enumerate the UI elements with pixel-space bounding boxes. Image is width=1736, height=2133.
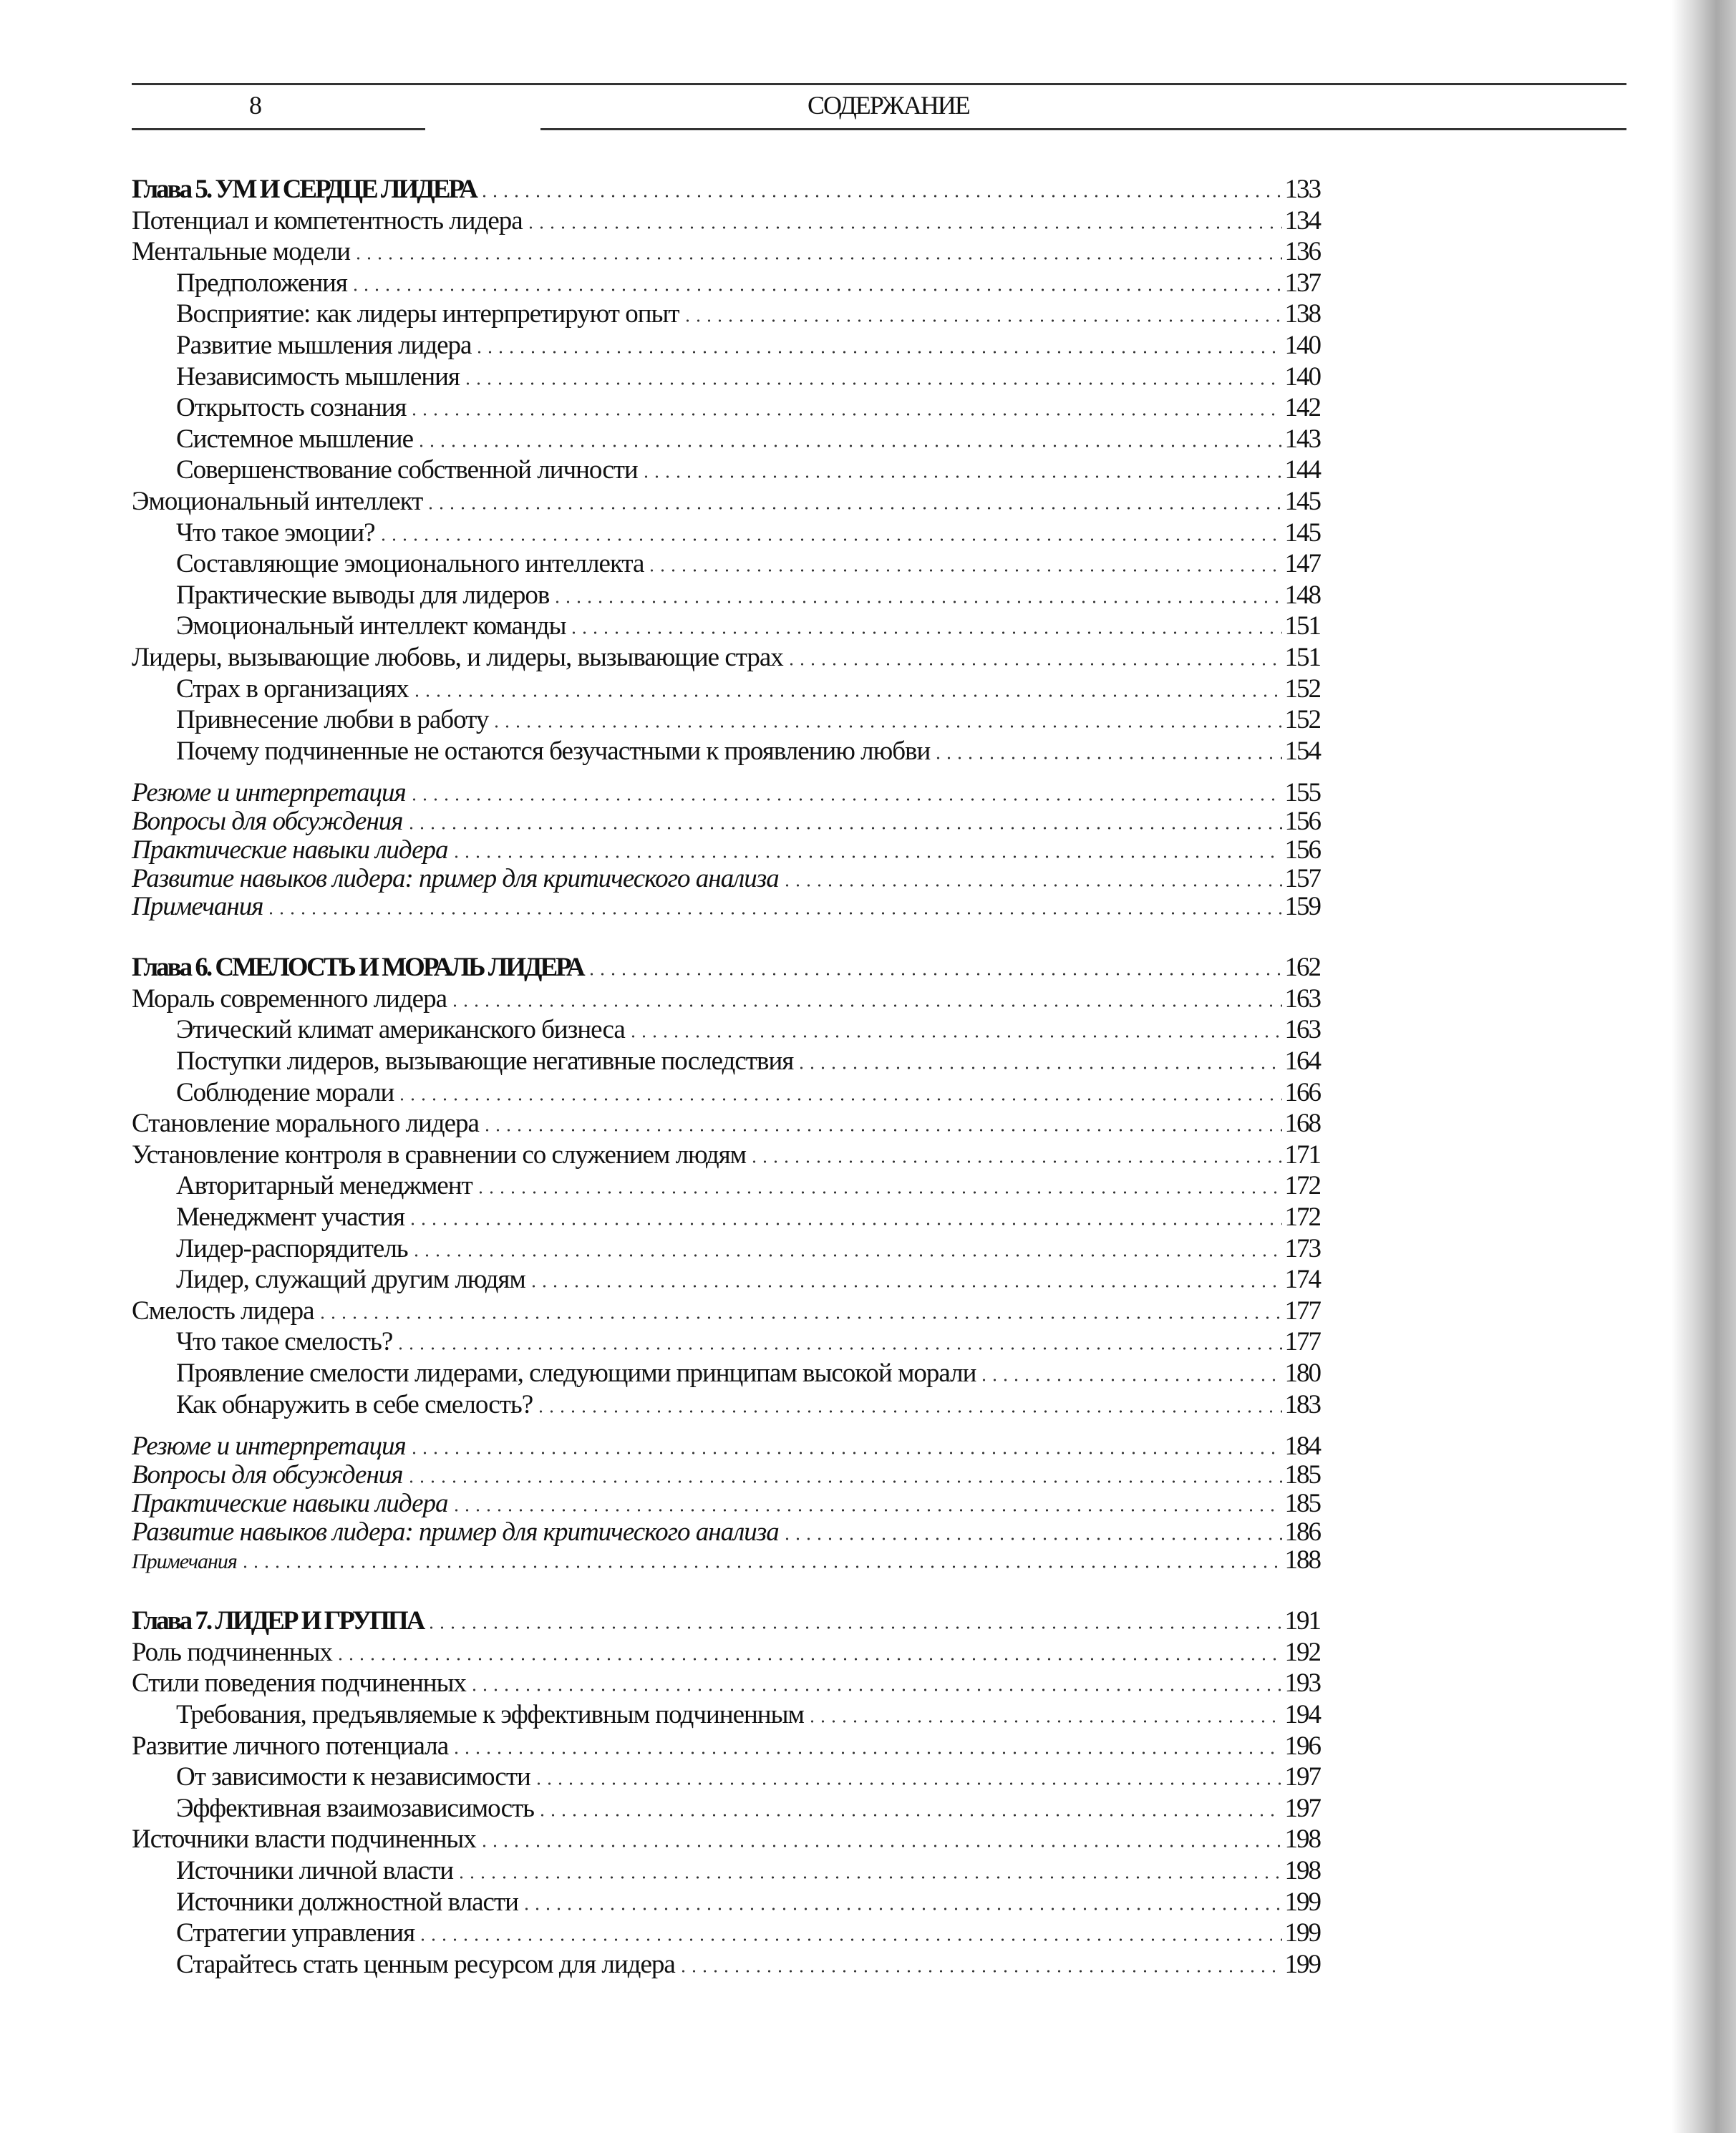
toc-entry-title: Привнесение любви в работу bbox=[176, 705, 489, 735]
toc-entry bbox=[132, 1887, 1320, 1918]
toc-entry bbox=[132, 1202, 1320, 1233]
dot-leader bbox=[409, 413, 1281, 416]
toc-entry-title: Роль подчиненных bbox=[132, 1637, 332, 1667]
toc-entry bbox=[132, 891, 1320, 920]
dot-leader bbox=[552, 601, 1281, 603]
toc-entry-page: 198 bbox=[1284, 1855, 1320, 1885]
dot-leader bbox=[528, 1285, 1282, 1288]
dot-leader bbox=[796, 1066, 1281, 1069]
dot-leader bbox=[266, 912, 1281, 915]
toc-entry-title: Открытость сознания bbox=[176, 393, 407, 423]
toc-entry-title: Развитие навыков лидера: пример для критического анализа bbox=[132, 863, 779, 893]
toc-entry-page: 168 bbox=[1284, 1109, 1320, 1139]
dot-leader bbox=[240, 1565, 1282, 1568]
toc-entry-page: 134 bbox=[1284, 205, 1320, 235]
toc-entry-page: 162 bbox=[1284, 953, 1320, 983]
toc-entry-title: Потенциал и компетентность лидера bbox=[132, 205, 523, 235]
toc-entry-title: Проявление смелости лидерами, следующими принципам высокой морали bbox=[176, 1358, 976, 1388]
toc-entry bbox=[132, 1459, 1320, 1488]
toc-entry-title: Авторитарный менеджмент bbox=[176, 1171, 472, 1201]
toc-entry bbox=[132, 1488, 1320, 1517]
toc-entry-page: 199 bbox=[1284, 1918, 1320, 1948]
toc-entry bbox=[132, 580, 1320, 611]
toc-entry-title: Менеджмент участия bbox=[176, 1202, 404, 1233]
toc-entry bbox=[132, 1108, 1320, 1140]
toc-entry bbox=[132, 1046, 1320, 1077]
toc-entry-title: Резюме и интерпретация bbox=[132, 778, 406, 808]
toc-entry bbox=[132, 205, 1320, 237]
toc-entry-title: Совершенствование собственной личности bbox=[176, 455, 638, 485]
toc-entry-page: 151 bbox=[1284, 611, 1320, 641]
toc-entry-title: Страх в организациях bbox=[176, 674, 409, 704]
toc-entry-title: Требования, предъявляемые к эффективным подчиненным bbox=[176, 1699, 804, 1729]
dot-leader bbox=[335, 1658, 1282, 1661]
toc-entry bbox=[132, 268, 1320, 299]
toc-entry bbox=[132, 1731, 1320, 1762]
toc-entry-page: 144 bbox=[1284, 455, 1320, 485]
dot-leader bbox=[451, 855, 1282, 858]
toc-entry-title: Поступки лидеров, вызывающие негативные последствия bbox=[176, 1046, 794, 1077]
toc-entry-page: 147 bbox=[1284, 549, 1320, 579]
toc-entry-page: 140 bbox=[1284, 330, 1320, 360]
toc-entry-page: 151 bbox=[1284, 642, 1320, 672]
toc-entry bbox=[132, 611, 1320, 642]
toc-entry-title: Независимость мышления bbox=[176, 361, 460, 392]
dot-leader bbox=[417, 1938, 1281, 1941]
toc-entry-title: Развитие личного потенциала bbox=[132, 1731, 449, 1761]
toc-entry-page: 133 bbox=[1284, 175, 1320, 204]
toc-entry-page: 171 bbox=[1284, 1140, 1320, 1170]
scan-page-edge bbox=[1672, 0, 1736, 2133]
toc-entry-page: 137 bbox=[1284, 268, 1320, 298]
toc-entry bbox=[132, 674, 1320, 705]
dot-leader bbox=[411, 1254, 1282, 1257]
toc-entry-page: 172 bbox=[1284, 1171, 1320, 1201]
toc-entry bbox=[132, 1233, 1320, 1265]
toc-entry-page: 157 bbox=[1284, 863, 1320, 893]
dot-leader bbox=[646, 569, 1281, 572]
toc-entry bbox=[132, 704, 1320, 736]
toc-entry-title: Лидер-распорядитель bbox=[176, 1233, 408, 1263]
toc-entry-title: Эмоциональный интеллект команды bbox=[176, 611, 566, 641]
toc-entry bbox=[132, 1699, 1320, 1731]
toc-entry bbox=[132, 486, 1320, 518]
header-bottom-rule-right bbox=[540, 128, 1626, 130]
toc-entry-page: 194 bbox=[1284, 1699, 1320, 1729]
toc-entry-title: Источники должностной власти bbox=[176, 1887, 518, 1917]
dot-leader bbox=[353, 257, 1281, 260]
toc-entry-title: Ментальные модели bbox=[132, 237, 351, 267]
toc-entry-title: Этический климат американского бизнеса bbox=[176, 1015, 625, 1045]
dot-leader bbox=[979, 1379, 1281, 1381]
toc-entry-title: Что такое смелость? bbox=[176, 1327, 393, 1357]
toc-entry bbox=[132, 236, 1320, 268]
toc-entry bbox=[132, 298, 1320, 330]
dot-leader bbox=[456, 1876, 1281, 1879]
toc-entry-title: От зависимости к независимости bbox=[176, 1762, 530, 1792]
toc-entry-page: 164 bbox=[1284, 1046, 1320, 1077]
toc-entry bbox=[132, 518, 1320, 549]
page-number: 8 bbox=[249, 91, 261, 120]
dot-leader bbox=[479, 1845, 1282, 1847]
toc-entry-page: 145 bbox=[1284, 486, 1320, 516]
toc-entry bbox=[132, 1170, 1320, 1202]
toc-entry-title: Восприятие: как лидеры интерпретируют опыт bbox=[176, 299, 679, 329]
toc-entry-page: 136 bbox=[1284, 237, 1320, 267]
toc-entry bbox=[132, 736, 1320, 767]
toc-entry bbox=[132, 361, 1320, 393]
dot-leader bbox=[406, 1480, 1282, 1483]
toc-entry-title: Системное мышление bbox=[176, 424, 414, 454]
toc-entry-page: 197 bbox=[1284, 1762, 1320, 1792]
dot-leader bbox=[807, 1720, 1282, 1723]
dot-leader bbox=[782, 884, 1282, 887]
toc-entry-page: 152 bbox=[1284, 674, 1320, 704]
toc-entry-page: 159 bbox=[1284, 892, 1320, 922]
toc-entry-title: Эффективная взаимозависимость bbox=[176, 1793, 535, 1823]
toc-entry-page: 143 bbox=[1284, 424, 1320, 454]
dot-leader bbox=[475, 1191, 1282, 1194]
toc-entry-page: 193 bbox=[1284, 1668, 1320, 1699]
dot-leader bbox=[469, 1689, 1282, 1691]
dot-leader bbox=[450, 1004, 1281, 1007]
toc-entry bbox=[132, 777, 1320, 806]
toc-chapter-entry bbox=[132, 174, 1320, 205]
toc-entry-title: Предположения bbox=[176, 268, 347, 298]
toc-entry-page: 183 bbox=[1284, 1389, 1320, 1419]
dot-leader bbox=[451, 1509, 1282, 1512]
toc-entry-page: 142 bbox=[1284, 393, 1320, 423]
toc-entry-title: Практические навыки лидера bbox=[132, 835, 448, 865]
dot-leader bbox=[628, 1035, 1282, 1038]
dot-leader bbox=[682, 319, 1282, 322]
toc-entry-page: 154 bbox=[1284, 736, 1320, 766]
toc-entry-page: 152 bbox=[1284, 705, 1320, 735]
toc-entry-title: Старайтесь стать ценным ресурсом для лидера bbox=[176, 1949, 675, 1979]
dot-leader bbox=[397, 1098, 1281, 1101]
toc-entry bbox=[132, 1431, 1320, 1462]
toc-entry-page: 156 bbox=[1284, 835, 1320, 865]
toc-entry bbox=[132, 1824, 1320, 1855]
toc-chapter-entry bbox=[132, 1605, 1320, 1637]
dot-leader bbox=[641, 475, 1282, 478]
dot-leader bbox=[416, 444, 1281, 447]
toc-entry-title: Практические навыки лидера bbox=[132, 1488, 448, 1518]
toc-entry-page: 199 bbox=[1284, 1949, 1320, 1979]
toc-entry-title: Установление контроля в сравнении со служением людям bbox=[132, 1140, 747, 1170]
header-top-rule bbox=[132, 83, 1626, 85]
toc-entry-title: Лидер, служащий другим людям bbox=[176, 1265, 525, 1295]
toc-entry bbox=[132, 424, 1320, 455]
toc-entry-title: Резюме и интерпретация bbox=[132, 1432, 406, 1462]
dot-leader bbox=[409, 1452, 1282, 1454]
dot-leader bbox=[378, 538, 1282, 541]
dot-leader bbox=[525, 226, 1282, 229]
toc-entry bbox=[132, 863, 1320, 892]
toc-entry-title: Глава 6. СМЕЛОСТЬ И МОРАЛЬ ЛИДЕРА bbox=[132, 953, 583, 983]
toc-entry bbox=[132, 1140, 1320, 1171]
toc-entry-title: Становление морального лидера bbox=[132, 1109, 479, 1139]
toc-entry-title: Вопросы для обсуждения bbox=[132, 1459, 403, 1490]
toc-entry-page: 145 bbox=[1284, 518, 1320, 548]
toc-entry-page: 177 bbox=[1284, 1327, 1320, 1357]
toc-entry bbox=[132, 392, 1320, 424]
table-of-contents bbox=[132, 174, 1320, 1980]
toc-entry bbox=[132, 1264, 1320, 1296]
dot-leader bbox=[395, 1347, 1281, 1350]
toc-entry bbox=[132, 1637, 1320, 1668]
toc-entry-page: 177 bbox=[1284, 1296, 1320, 1326]
toc-entry bbox=[132, 1517, 1320, 1545]
header-bottom-rule-left bbox=[132, 128, 425, 130]
toc-entry-title: Эмоциональный интеллект bbox=[132, 486, 423, 516]
toc-entry-title: Глава 7. ЛИДЕР И ГРУППА bbox=[132, 1606, 424, 1636]
dot-leader bbox=[425, 507, 1281, 510]
toc-entry bbox=[132, 983, 1320, 1015]
toc-entry-page: 188 bbox=[1284, 1545, 1320, 1575]
toc-entry-page: 156 bbox=[1284, 807, 1320, 837]
toc-entry-page: 180 bbox=[1284, 1358, 1320, 1388]
toc-entry-page: 192 bbox=[1284, 1637, 1320, 1667]
dot-leader bbox=[749, 1160, 1281, 1163]
toc-entry bbox=[132, 1949, 1320, 1981]
toc-entry-title: Примечания bbox=[132, 892, 263, 922]
dot-leader bbox=[533, 1782, 1282, 1785]
toc-entry-title: Смелость лидера bbox=[132, 1296, 314, 1326]
toc-entry-title: Глава 5. УМ И СЕРДЦЕ ЛИДЕРА bbox=[132, 175, 476, 204]
toc-entry-title: Составляющие эмоционального интеллекта bbox=[176, 549, 644, 579]
toc-entry bbox=[132, 1545, 1320, 1573]
toc-entry-page: 196 bbox=[1284, 1731, 1320, 1761]
dot-leader bbox=[521, 1908, 1282, 1910]
dot-leader bbox=[568, 631, 1281, 634]
toc-entry-title: Как обнаружить в себе смелость? bbox=[176, 1389, 533, 1419]
dot-leader bbox=[462, 382, 1282, 385]
toc-entry bbox=[132, 835, 1320, 863]
dot-leader bbox=[474, 351, 1281, 354]
dot-leader bbox=[426, 1626, 1281, 1629]
toc-entry bbox=[132, 1389, 1320, 1421]
dot-leader bbox=[317, 1316, 1282, 1319]
dot-leader bbox=[407, 1223, 1282, 1225]
toc-entry bbox=[132, 1326, 1320, 1358]
toc-entry bbox=[132, 1793, 1320, 1825]
dot-leader bbox=[933, 757, 1281, 759]
toc-entry bbox=[132, 1014, 1320, 1046]
toc-entry-title: Лидеры, вызывающие любовь, и лидеры, вызывающие страх bbox=[132, 642, 783, 672]
toc-entry-page: 184 bbox=[1284, 1432, 1320, 1462]
toc-entry-title: Стратегии управления bbox=[176, 1918, 415, 1948]
toc-entry bbox=[132, 1668, 1320, 1699]
toc-entry bbox=[132, 1762, 1320, 1793]
dot-leader bbox=[412, 694, 1282, 697]
running-title: СОДЕРЖАНИЕ bbox=[808, 91, 969, 120]
toc-entry bbox=[132, 642, 1320, 674]
toc-entry-page: 186 bbox=[1284, 1517, 1320, 1547]
toc-entry-page: 155 bbox=[1284, 778, 1320, 808]
toc-entry bbox=[132, 806, 1320, 835]
toc-entry-page: 148 bbox=[1284, 580, 1320, 610]
toc-entry-title: Что такое эмоции? bbox=[176, 518, 375, 548]
toc-entry-title: Почему подчиненные не остаются безучастными к проявлению любви bbox=[176, 736, 931, 766]
dot-leader bbox=[678, 1970, 1282, 1973]
toc-entry bbox=[132, 1358, 1320, 1389]
toc-entry-title: Практические выводы для лидеров bbox=[176, 580, 550, 610]
toc-entry-page: 173 bbox=[1284, 1233, 1320, 1263]
toc-entry-page: 197 bbox=[1284, 1793, 1320, 1823]
toc-entry-page: 191 bbox=[1284, 1606, 1320, 1636]
dot-leader bbox=[782, 1537, 1282, 1540]
toc-entry-page: 174 bbox=[1284, 1265, 1320, 1295]
dot-leader bbox=[537, 1814, 1281, 1817]
toc-entry-title: Соблюдение морали bbox=[176, 1077, 394, 1107]
dot-leader bbox=[786, 663, 1282, 666]
dot-leader bbox=[409, 798, 1282, 801]
dot-leader bbox=[406, 827, 1282, 830]
toc-entry-page: 198 bbox=[1284, 1825, 1320, 1855]
toc-entry bbox=[132, 1855, 1320, 1887]
dot-leader bbox=[491, 725, 1281, 728]
dot-leader bbox=[451, 1751, 1281, 1754]
toc-entry bbox=[132, 455, 1320, 486]
toc-entry bbox=[132, 330, 1320, 361]
toc-entry-title: Источники личной власти bbox=[176, 1855, 454, 1885]
toc-chapter-entry bbox=[132, 952, 1320, 983]
toc-entry-page: 172 bbox=[1284, 1202, 1320, 1233]
toc-entry-title: Развитие мышления лидера bbox=[176, 330, 472, 360]
dot-leader bbox=[586, 973, 1282, 976]
toc-entry-title: Стили поведения подчиненных bbox=[132, 1668, 466, 1699]
toc-entry-title: Мораль современного лидера bbox=[132, 983, 447, 1014]
toc-entry-page: 140 bbox=[1284, 361, 1320, 392]
toc-entry-page: 163 bbox=[1284, 983, 1320, 1014]
toc-entry bbox=[132, 1077, 1320, 1109]
toc-entry bbox=[132, 548, 1320, 580]
dot-leader bbox=[479, 195, 1282, 198]
toc-entry-title: Источники власти подчиненных bbox=[132, 1825, 476, 1855]
toc-entry-title: Развитие навыков лидера: пример для критического анализа bbox=[132, 1517, 779, 1547]
toc-entry-title: Вопросы для обсуждения bbox=[132, 807, 403, 837]
toc-entry bbox=[132, 1918, 1320, 1949]
dot-leader bbox=[482, 1129, 1282, 1132]
toc-entry-page: 138 bbox=[1284, 299, 1320, 329]
toc-entry-page: 185 bbox=[1284, 1488, 1320, 1518]
dot-leader bbox=[535, 1410, 1281, 1413]
dot-leader bbox=[350, 288, 1282, 291]
toc-entry-page: 163 bbox=[1284, 1015, 1320, 1045]
toc-entry bbox=[132, 1296, 1320, 1327]
toc-entry-title: Примечания bbox=[132, 1550, 237, 1574]
toc-entry-page: 185 bbox=[1284, 1459, 1320, 1490]
toc-entry-page: 199 bbox=[1284, 1887, 1320, 1917]
toc-entry-page: 166 bbox=[1284, 1077, 1320, 1107]
